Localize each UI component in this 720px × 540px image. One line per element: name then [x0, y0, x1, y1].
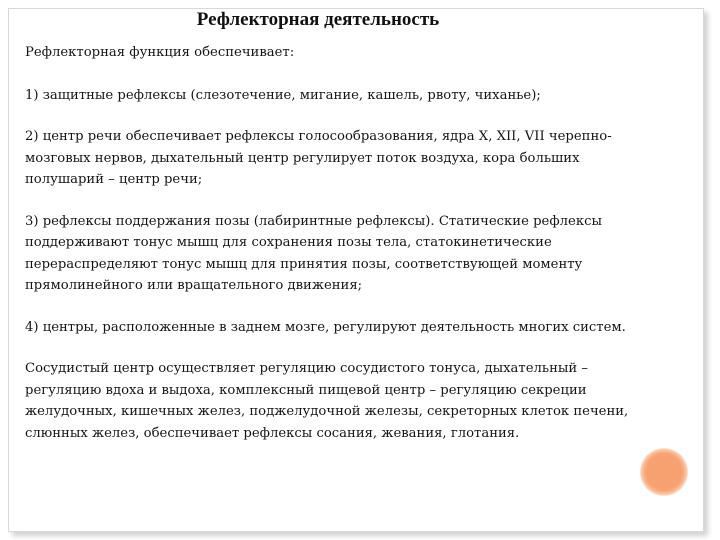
list-item-1: 1) защитные рефлексы (слезотечение, мигание, кашель, рвоту, чиханье);: [25, 87, 541, 103]
list-item-4: 4) центры, расположенные в заднем мозге, регулируют деятельность многих систем.: [25, 319, 626, 335]
list-item-2: 2) центр речи обеспечивает рефлексы голосообразования, ядра X, XII, VII черепно-мозговых нервов, дыхательный центр регулирует поток воздуха, кора больших полушарий – центр речи;: [25, 129, 612, 187]
decorative-orange-circle: [641, 449, 687, 495]
intro-paragraph: Рефлекторная функция обеспечивает:: [25, 45, 295, 60]
slide-title: Рефлекторная деятельность: [196, 9, 440, 30]
closing-paragraph: Сосудистый центр осуществляет регуляцию сосудистого тонуса, дыхательный – регуляцию вдоха и выдоха, комплексный пищевой центр – регуляцию секреции желудочных, кишечных желез, поджелудочной железы, секреторных клеток печени, слюнных желез, обеспечивает рефлексы сосания, жевания, глотания.: [25, 361, 629, 441]
list-item-3: 3) рефлексы поддержания позы (лабиринтные рефлексы). Статические рефлексы поддерживают тонус мышц для сохранения позы тела, статокинетические перераспределяют тонус мышц для принятия позы, соответствующей моменту прямолинейного или вращательного движения;: [25, 213, 602, 293]
slide-body: [25, 42, 645, 464]
